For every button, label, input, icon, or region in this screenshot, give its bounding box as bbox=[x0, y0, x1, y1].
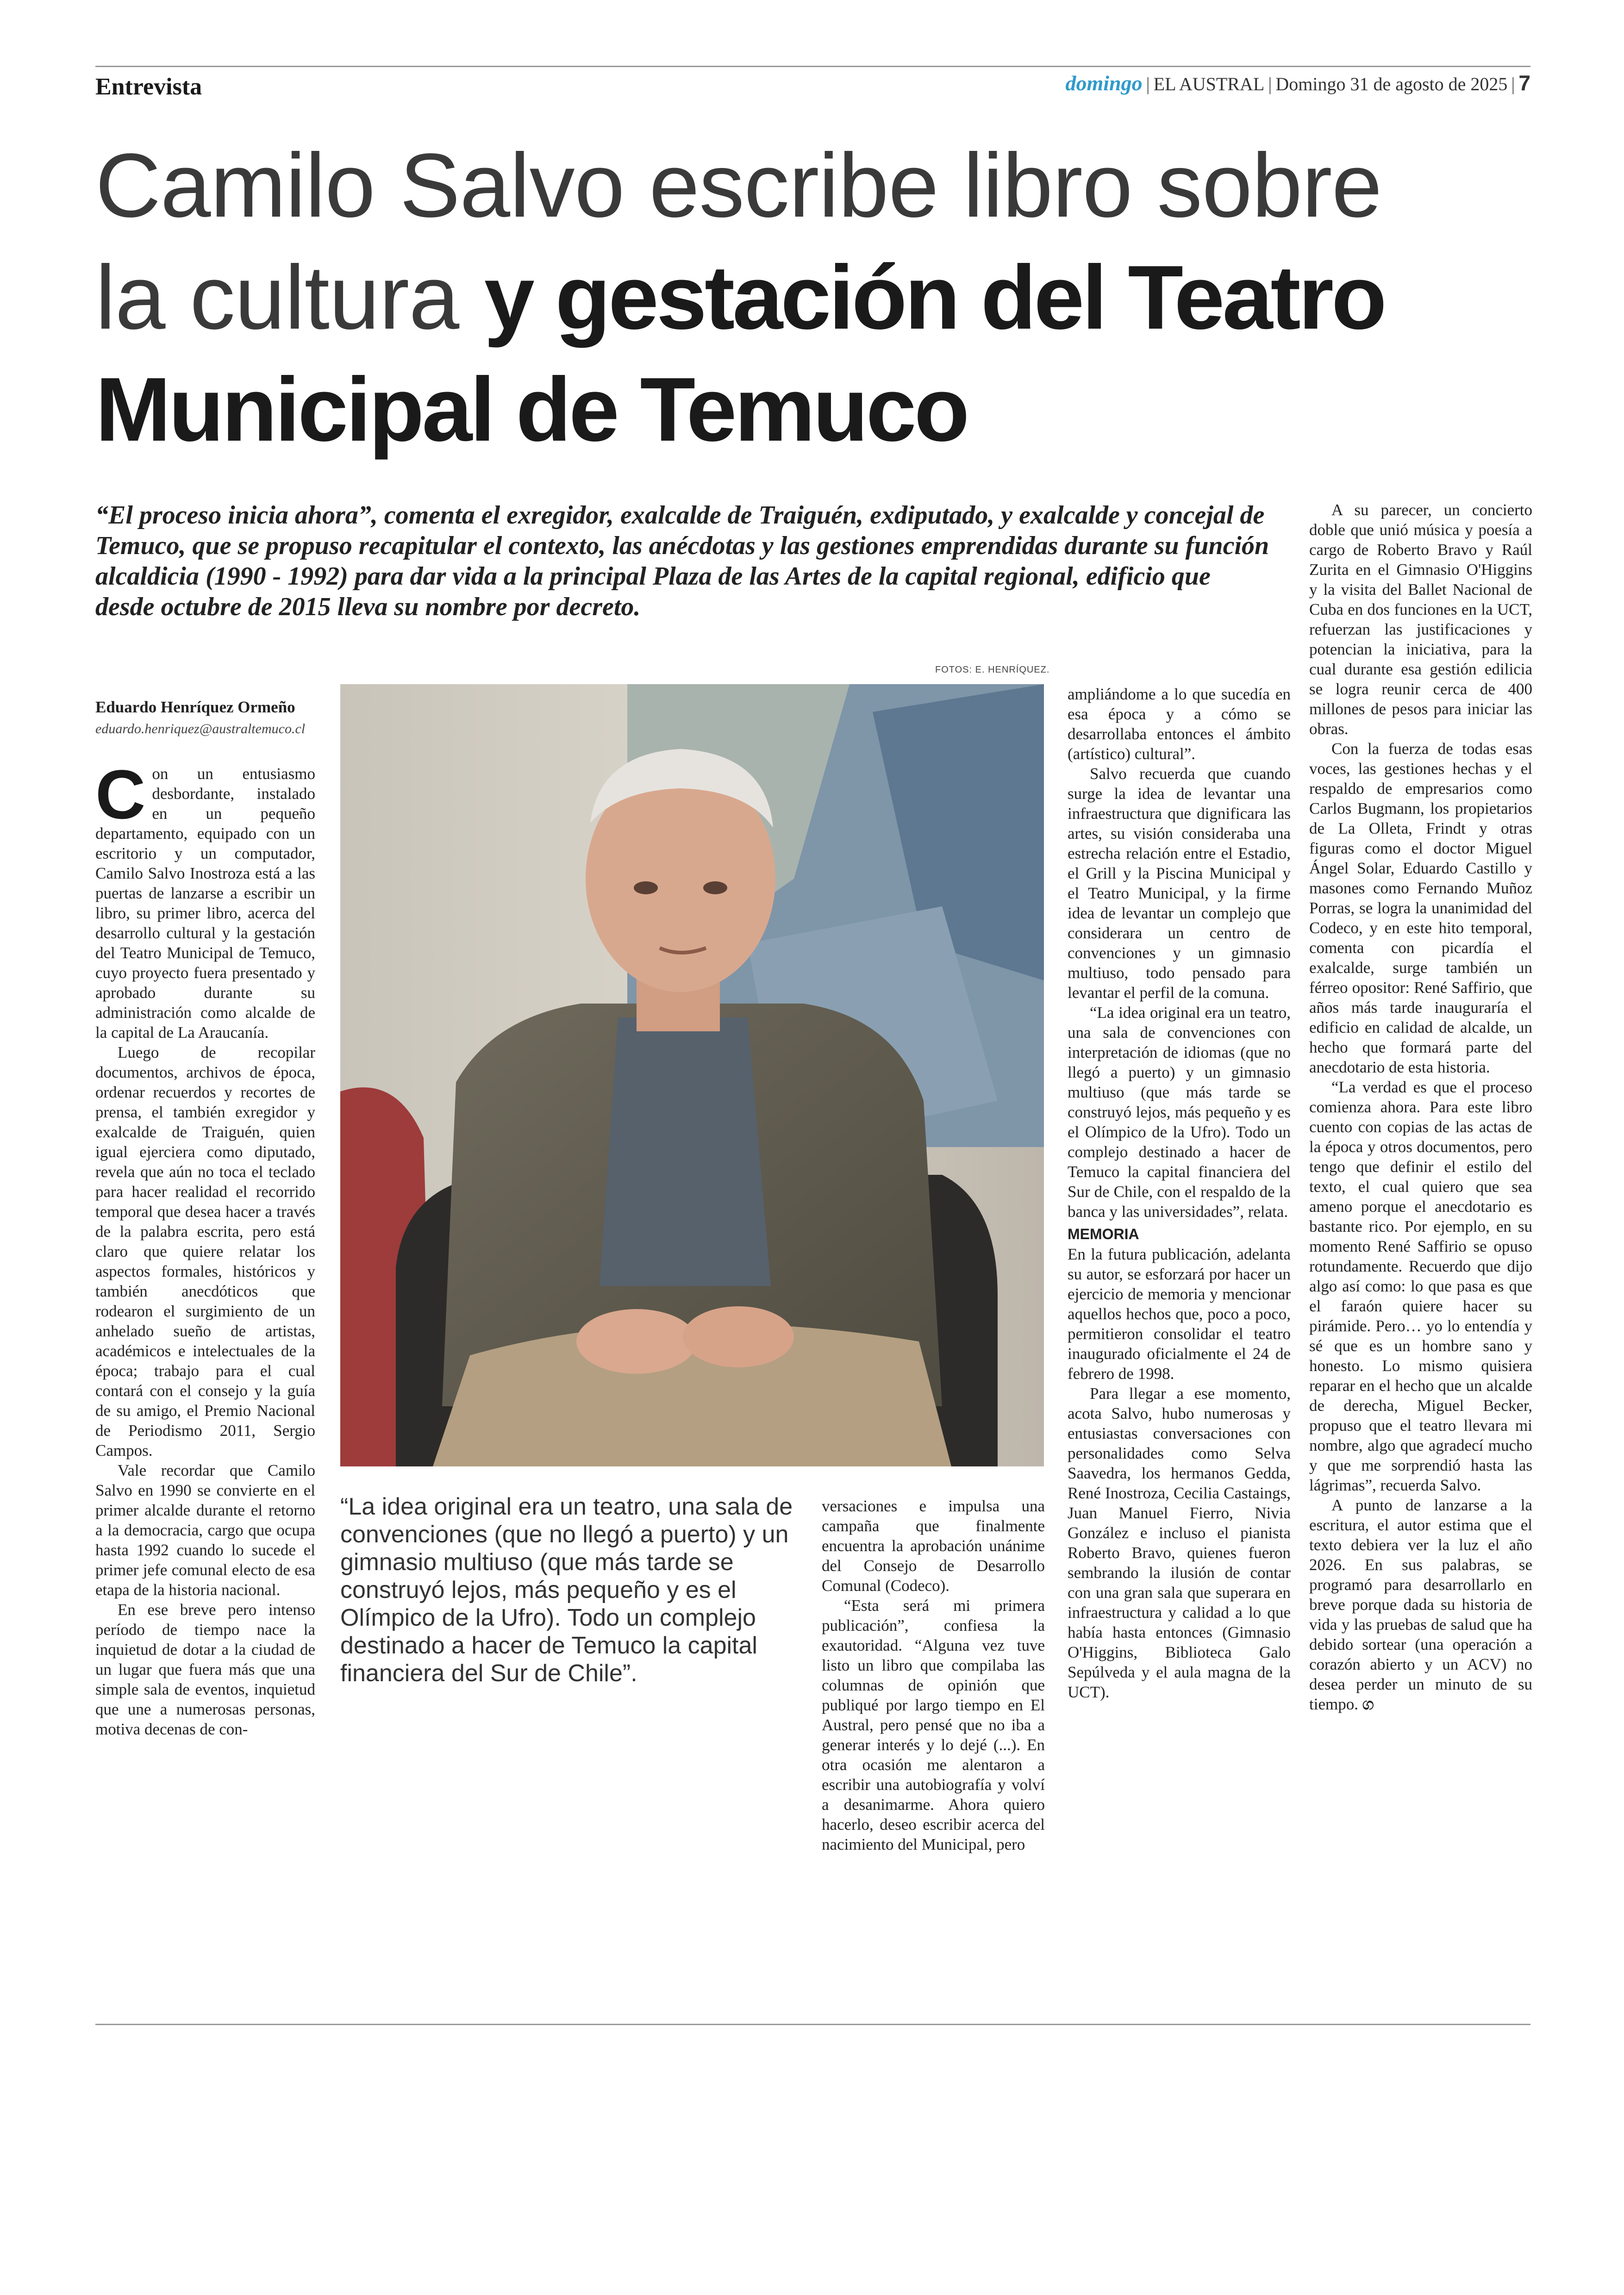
paragraph: versaciones e impulsa una campaña que finalmente encuentra la aprobación unánime del Consejo de Desarrollo Comunal (Codeco). bbox=[822, 1497, 1045, 1595]
paragraph: ampliándome a lo que sucedía en esa época y a cómo se desarrollaba entonces el ámbito (artístico) cultural”. bbox=[1068, 685, 1291, 763]
drop-cap: C bbox=[95, 755, 146, 833]
body-column-4 bbox=[1068, 684, 1291, 1702]
paragraph: En la futura publicación, adelanta su autor, se esforzará por hacer un ejercicio de memoria y mencionar aquellos hechos que, poco a poco, permitieron consolidar el teatro inaugurado oficialmente el 24 de febrero de 1998. bbox=[1068, 1245, 1291, 1383]
paragraph: Salvo recuerda que cuando surge la idea de levantar una infraestructura que dignificara las artes, su visión consideraba una estrecha relación entre el Estadio, el Grill y la Piscina Municipal y el Teatro Municipal, y la firme idea de levantar un complejo que considerara un centro de convenciones y un gimnasio multiuso, todo pensado para levantar el perfil de la comuna. bbox=[1068, 765, 1291, 1002]
brand-logo: domingo bbox=[1065, 71, 1143, 95]
pull-quote: “La idea original era un teatro, una sala de convenciones (que no llegó a puerto) y un gimnasio multiuso (que más tarde se construyó lejos, más pequeño y es el Olímpico de la Ufro). Todo un complejo destinado a hacer de Temuco la capital financiera del Sur de Chile”. bbox=[340, 1493, 793, 1687]
bottom-rule bbox=[95, 2024, 1530, 2025]
headline-line-3: Municipal de Temuco bbox=[95, 359, 968, 460]
paragraph: “Esta será mi primera publicación”, confiesa la exautoridad. “Alguna vez tuve listo un libro que compilaba las columnas de opinión que publiqué por largo tiempo en El Austral, pero pensé que no iba a generar interés y lo dejé (...). En otra ocasión me alentaron a escribir una autobiografía y volví a desanimarme. Ahora quiero hacerlo, deseo escribir acerca del nacimiento del Municipal, pero bbox=[822, 1597, 1045, 1853]
paper-name: EL AUSTRAL bbox=[1153, 74, 1265, 94]
paragraph: “La verdad es que el proceso comienza ahora. Para este libro cuento con copias de las actas de la época y otros documentos, pero tengo que definir el estilo del texto, el cual quiero que sea ameno porque el anecdotario es bastante rico. Por ejemplo, en su momento René Saffirio se opuso rotundamente. Recuerdo que dijo algo así como: lo que pasa es que el faraón quiere hacer su pirámide. Pero… yo lo entendía y sé que es un hombre sano y honesto. Lo mismo quisiera reparar en el hecho que un alcalde de derecha, Miguel Becker, propuso que el teatro llevara mi nombre, algo que agradecí mucho y que me sorprendió hasta las lágrimas”, recuerda Salvo. bbox=[1309, 1078, 1532, 1494]
author-name: Eduardo Henríquez Ormeño bbox=[95, 698, 295, 716]
page-number: 7 bbox=[1518, 71, 1530, 95]
top-rule bbox=[95, 66, 1530, 67]
headline bbox=[95, 130, 1535, 466]
paragraph: Luego de recopilar documentos, archivos de época, ordenar recuerdos y recortes de prensa, el también exregidor y exalcalde de Traiguén, quien igual ejerciera como diputado, revela que aún no toca el teclado para hacer realidad el recorrido temporal que desea hacer a través de la palabra escrita, pero está claro que quiere relatar los aspectos formales, históricos y también anecdóticos que rodearon el surgimiento de un anhelado sueño de artistas, académicos e intelectuales de la época; trabajo para el cual contará con el consejo y la guía de su amigo, el Premio Nacional de Periodismo 2011, Sergio Campos. bbox=[95, 1043, 315, 1459]
body-column-1 bbox=[95, 755, 315, 1739]
paragraph: “La idea original era un teatro, una sala de convenciones con interpretación de idiomas (que no llegó a puerto) y un gimnasio multiuso (que más tarde se construyó lejos, más pequeño y es el Olímpico de la Ufro). Todo un complejo destinado a hacer de Temuco la capital financiera del Sur de Chile, con el respaldo de la banca y las universidades”, relata. bbox=[1068, 1004, 1291, 1221]
paragraph: on un entusiasmo desbordante, instalado en un pequeño departamento, equipado con un escritorio y un computador, Camilo Salvo Inostroza está a las puertas de lanzarse a escribir un libro, su primer libro, acerca del desarrollo cultural y la gestación del Teatro Municipal de Temuco, cuyo proyecto fuera presentado y aprobado durante su administración como alcalde de la capital de La Araucanía. bbox=[95, 765, 315, 1041]
headline-line-2-light: la cultura bbox=[95, 247, 459, 348]
paragraph: Con la fuerza de todas esas voces, las gestiones hechas y el respaldo de empresarios como Carlos Bugmann, los propietarios de La Olleta, Frindt y otras figuras como el doctor Miguel Ángel Solar, Eduardo Castillo y masones como Fernando Muñoz Porras, se logra la unanimidad del Codeco, y en este hito temporal, comenta con picardía el exalcalde, surge también un férreo opositor: René Saffirio, que años más tarde inauguraría el edificio en calidad de alcalde, un hecho que formará parte del anecdotario de esta historia. bbox=[1309, 740, 1532, 1076]
paragraph: En ese breve pero intenso período de tiempo nace la inquietud de dotar a la ciudad de un lugar que fuera más que una simple sala de eventos, inquietud que une a numerosas personas, motiva decenas de con- bbox=[95, 1601, 315, 1738]
paragraph: Para llegar a ese momento, acota Salvo, hubo numerosas y entusiastas conversaciones con personalidades como Selva Saavedra, los hermanos Gedda, René Inostroza, Cecilia Castaings, Juan Manuel Fierro, Nivia González e incluso el pianista Roberto Bravo, quienes fueron sembrando la ilusión de contar con una gran sala que superara en infraestructura y calidad a lo que había hasta entonces (Gimnasio O'Higgins, Biblioteca Galo Sepúlveda y el aula magna de la UCT). bbox=[1068, 1384, 1291, 1701]
masthead: domingo | EL AUSTRAL | Domingo 31 de agosto de 2025 | 7 bbox=[1065, 71, 1530, 95]
issue-date: Domingo 31 de agosto de 2025 bbox=[1275, 74, 1508, 94]
portrait-photo bbox=[340, 684, 1044, 1466]
author-email: eduardo.henriquez@australtemuco.cl bbox=[95, 721, 306, 736]
paragraph bbox=[1309, 1495, 1532, 1714]
headline-line-1: Camilo Salvo escribe libro sobre bbox=[95, 135, 1382, 236]
paragraph: Vale recordar que Camilo Salvo en 1990 se convierte en el primer alcalde durante el retorno a la democracia, cargo que ocupa hasta 1992 cuando lo sucede el primer jefe comunal electo de esa etapa de la historia nacional. bbox=[95, 1461, 315, 1599]
paragraph: A su parecer, un concierto doble que unió música y poesía a cargo de Roberto Bravo y Raúl Zurita en el Gimnasio O'Higgins y la visita del Ballet Nacional de Cuba en dos funciones en la UCT, refuerzan las justificaciones y potencian la iniciativa, para la cual durante esa gestión edilicia se logra reunir cerca de 400 millones de pesos para iniciar las obras. bbox=[1309, 501, 1532, 738]
body-column-5 bbox=[1309, 500, 1532, 1714]
subheading: MEMORIA bbox=[1068, 1226, 1139, 1242]
headline-line-2-bold: y gestación del Teatro bbox=[484, 247, 1385, 348]
end-mark-icon: ග bbox=[1362, 1695, 1374, 1713]
section-label: Entrevista bbox=[95, 74, 202, 100]
paragraph-text: A punto de lanzarse a la escritura, el autor estima que el texto debiera ver la luz el año 2026. En sus palabras, se programó para desarrollarlo en breve porque dada su historia de vida y las pruebas de salud que ha debido sortear (una operación a corazón abierto y un ACV) no desea perder un minuto de su tiempo. bbox=[1309, 1496, 1532, 1713]
body-column-3 bbox=[822, 1496, 1045, 1854]
photo-credit: FOTOS: E. HENRÍQUEZ. bbox=[935, 665, 1050, 675]
headline-line-2 bbox=[95, 242, 1535, 354]
lead-paragraph: “El proceso inicia ahora”, comenta el exregidor, exalcalde de Traiguén, exdiputado, y exalcalde y concejal de Temuco, que se propuso recapitular el contexto, las anécdotas y las gestiones emprendidas durante su función alcaldicia (1990 - 1992) para dar vida a la principal Plaza de las Artes de la capital regional, edificio que desde octubre de 2015 lleva su nombre por decreto. bbox=[95, 501, 1269, 621]
